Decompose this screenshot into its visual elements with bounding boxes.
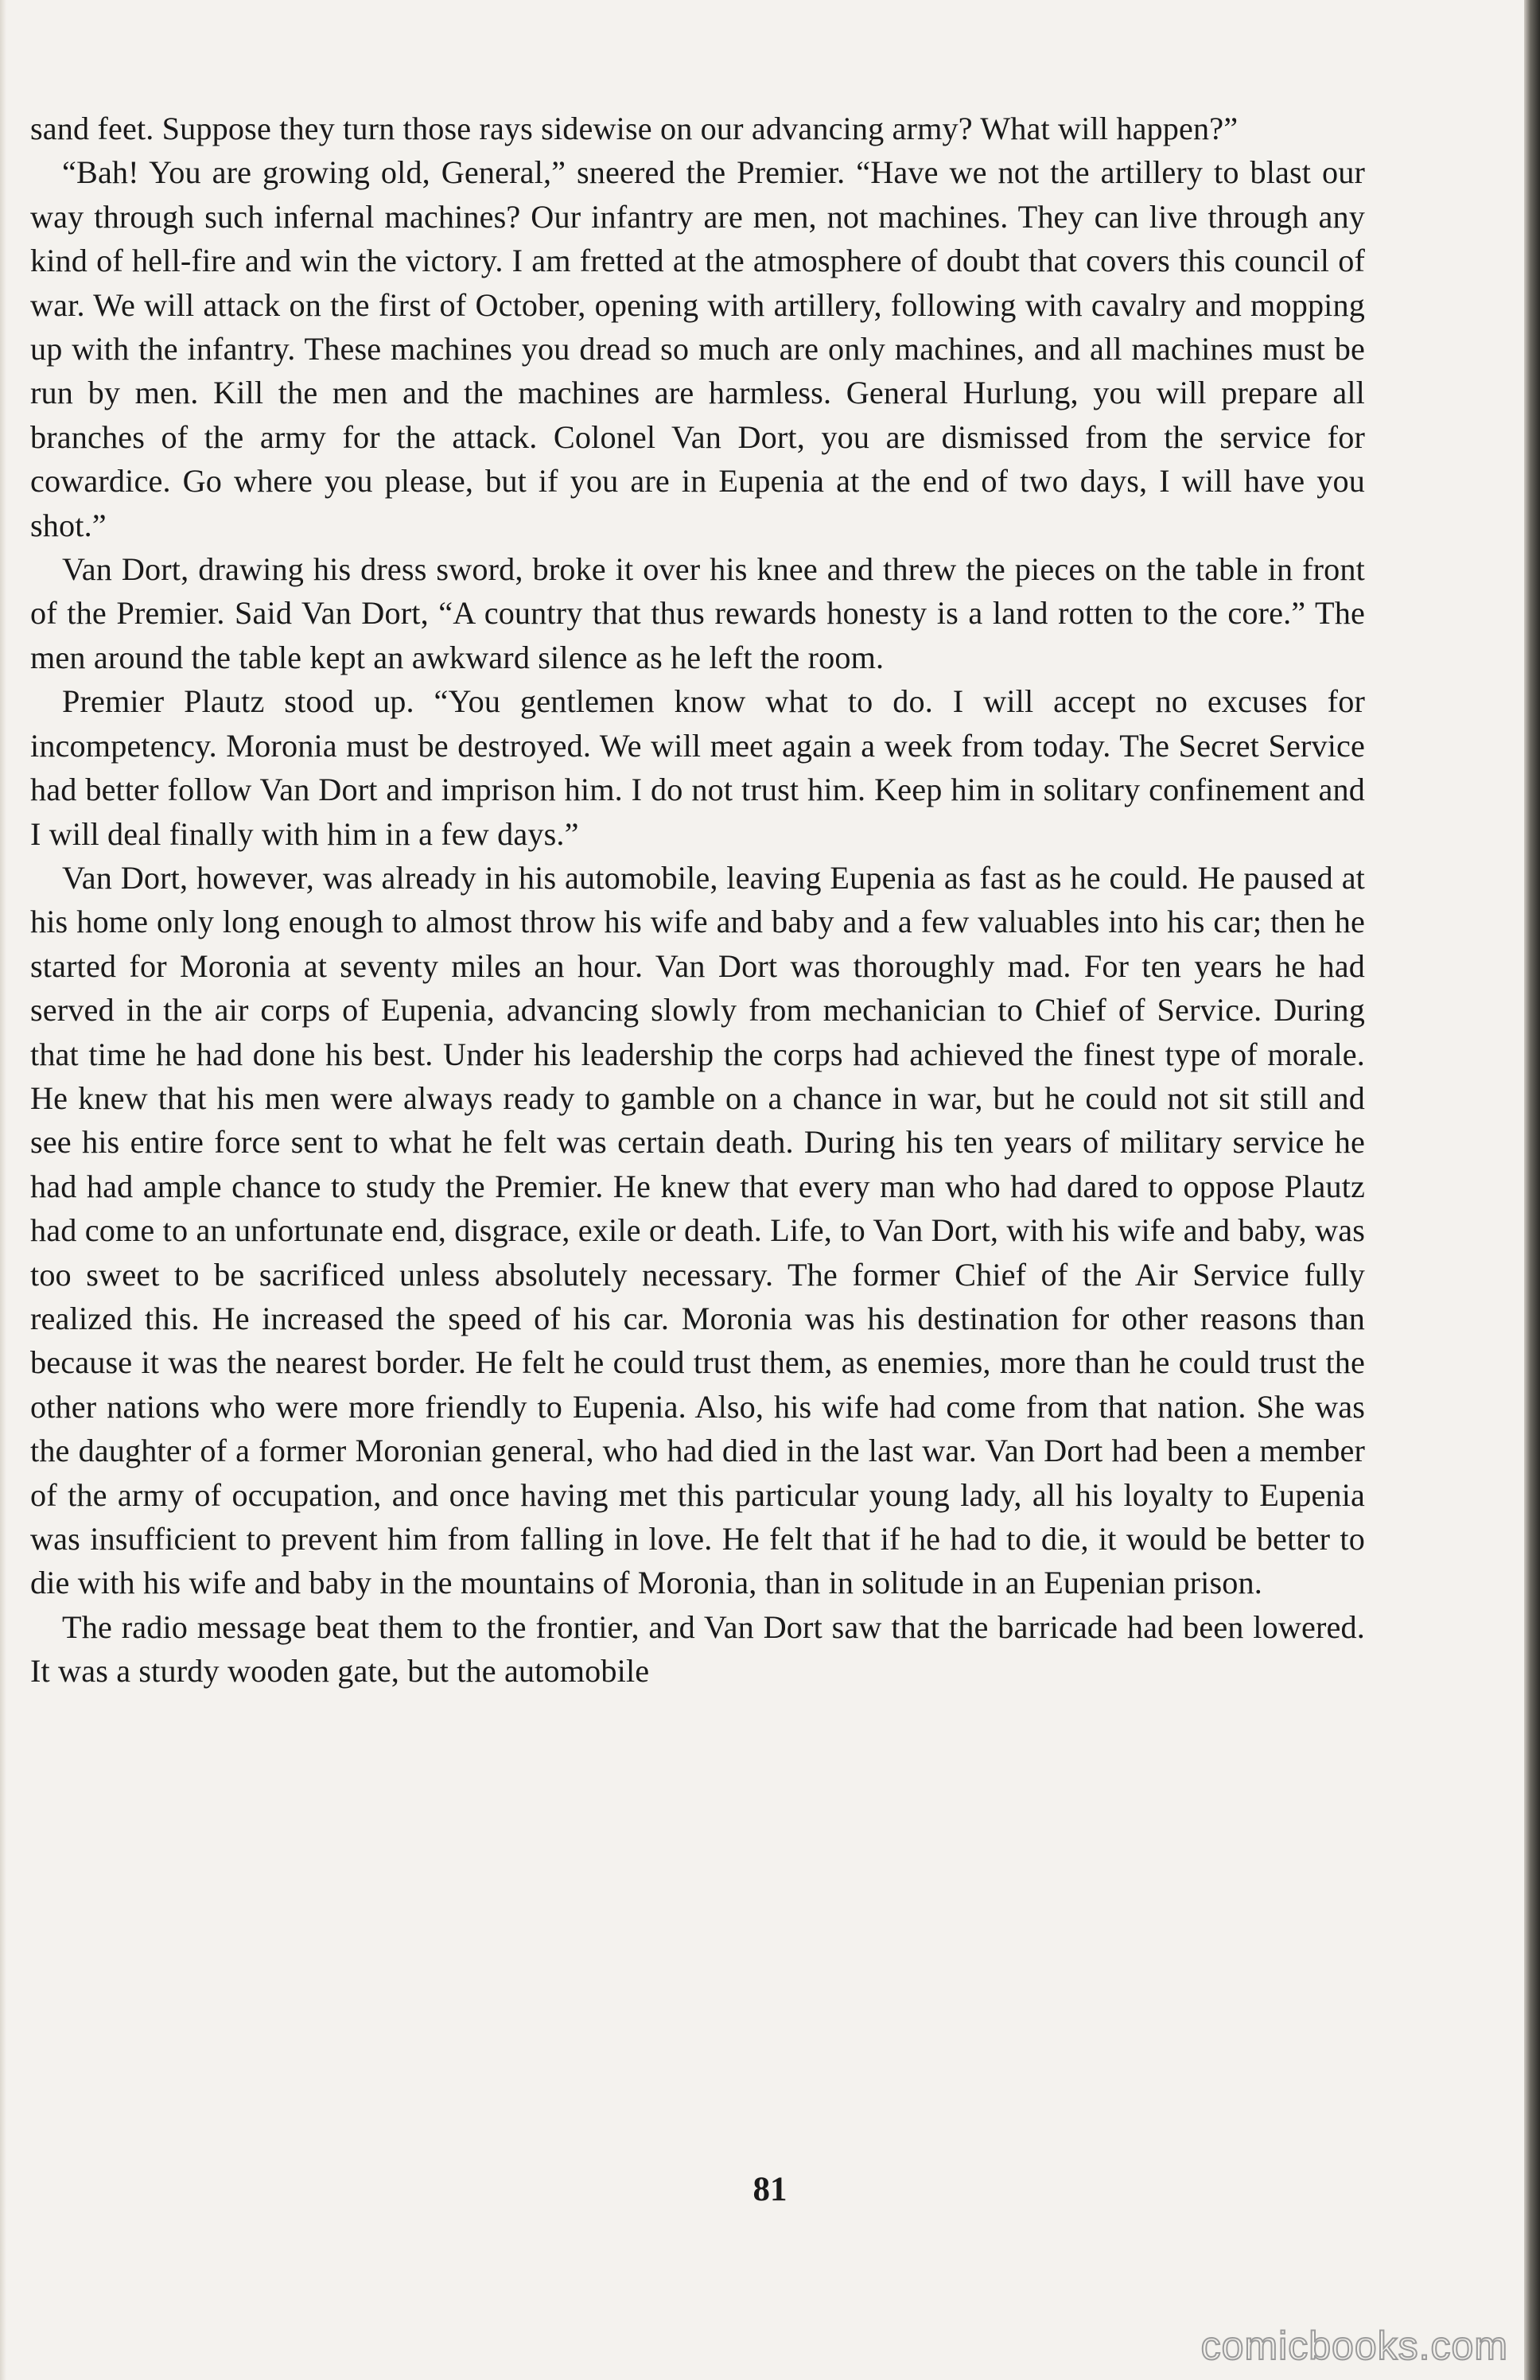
watermark-logo: comicbooks.com	[1200, 2324, 1508, 2368]
paragraph: Van Dort, however, was already in his automobile, leaving Eupenia as fast as he could. He paused at his home only long enough to almost throw his wife and baby and a few valuables into his car; then he started for Moronia at seventy miles an hour. Van Dort was thoroughly mad. For ten years he had served in the air corps of Eupenia, advancing slowly from mechanician to Chief of Service. During that time he had done his best. Under his leadership the corps had achieved the finest type of morale. He knew that his men were always ready to gamble on a chance in war, but he could not sit still and see his entire force sent to what he felt was certain death. During his ten years of military service he had had ample chance to study the Premier. He knew that every man who had dared to oppose Plautz had come to an unfortunate end, disgrace, exile or death. Life, to Van Dort, with his wife and baby, was too sweet to be sacrificed unless absolutely necessary. The former Chief of the Air Service fully realized this. He increased the speed of his car. Moronia was his destination for other reasons than because it was the nearest border. He felt he could trust them, as enemies, more than he could trust the other nations who were more friendly to Eupenia. Also, his wife had come from that nation. She was the daughter of a former Moronian general, who had died in the last war. Van Dort had been a member of the army of occupation, and once having met this particular young lady, all his loyalty to Eupenia was insufficient to prevent him from falling in love. He felt that if he had to die, it would be better to die with his wife and baby in the mountains of Moronia, than in solitude in an Eupenian prison.	[30, 859, 1365, 1601]
page-left-edge	[0, 0, 6, 2380]
paragraph: Premier Plautz stood up. “You gentlemen know what to do. I will accept no excuses for incompetency. Moronia must be destroyed. We will meet again a week from today. The Secret Service had better follow Van Dort and imprison him. I do not trust him. Keep him in solitary confinement and I will deal finally with him in a few days.”	[30, 683, 1365, 852]
page-binding-edge	[1524, 0, 1540, 2380]
page-number: 81	[752, 2171, 788, 2208]
paragraph: “Bah! You are growing old, General,” sneered the Premier. “Have we not the artillery to blast our way through such infernal machines? Our infantry are men, not machines. They can live through any kind of hell-fire and win the victory. I am fretted at the atmosphere of doubt that covers this council of war. We will attack on the first of October, opening with artillery, following with cavalry and mopping up with the infantry. These machines you dread so much are only machines, and all machines must be run by men. Kill the men and the machines are harmless. General Hurlung, you will prepare all branches of the army for the attack. Colonel Van Dort, you are dismissed from the service for cowardice. Go where you please, but if you are in Eupenia at the end of two days, I will have you shot.”	[30, 154, 1365, 543]
paragraph: The radio message beat them to the frontier, and Van Dort saw that the barricade had been lowered. It was a sturdy wooden gate, but the automobile	[30, 1608, 1365, 1690]
paragraph-continued: sand feet. Suppose they turn those rays sidewise on our advancing army? What will happen?”	[30, 111, 1239, 146]
paragraph: Van Dort, drawing his dress sword, broke it over his knee and threw the pieces on the table in front of the Premier. Said Van Dort, “A country that thus rewards honesty is a land rotten to the core.” The men around the table kept an awkward silence as he left the room.	[30, 551, 1365, 675]
body-text	[30, 107, 1365, 1694]
